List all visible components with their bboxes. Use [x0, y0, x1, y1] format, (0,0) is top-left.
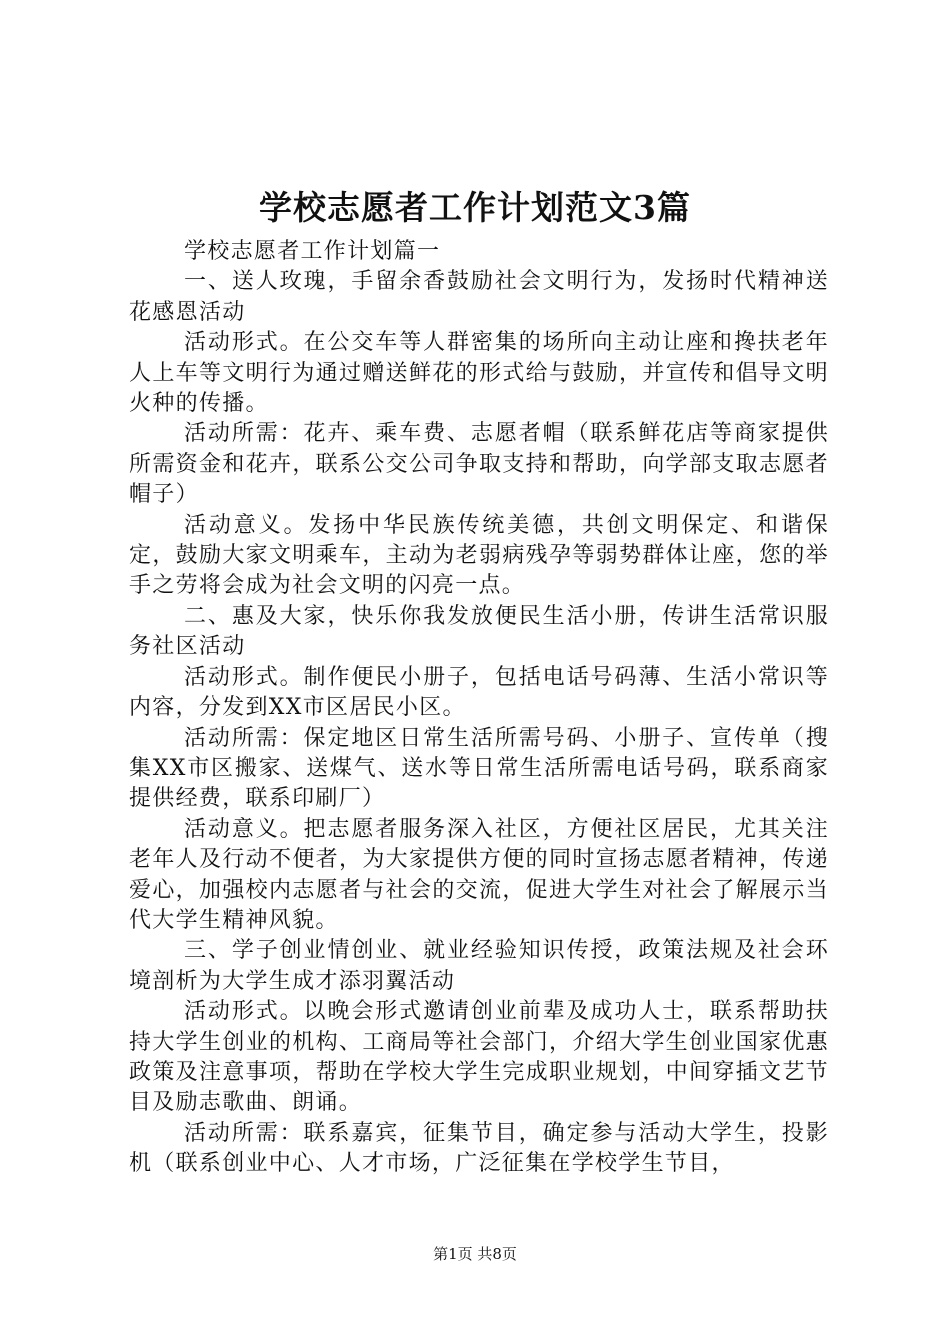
- paragraph-section-heading: 学校志愿者工作计划篇一: [184, 239, 441, 264]
- paragraph-item-1-heading: 一、送人玫瑰，手留余香鼓励社会文明行为，发扬时代精神送花感恩活动: [129, 269, 829, 325]
- paragraph-item-2-needs: 活动所需：保定地区日常生活所需号码、小册子、宣传单（搜集XX市区搬家、送煤气、送水等日常生活所需电话号码，联系商家提供经费，联系印刷厂）: [129, 725, 829, 812]
- paragraph-item-3-form: 活动形式。以晚会形式邀请创业前辈及成功人士，联系帮助扶持大学生创业的机构、工商局等社会部门，介绍大学生创业国家优惠政策及注意事项，帮助在学校大学生完成职业规划，中间穿插文艺节目及励志歌曲、朗诵。: [129, 999, 829, 1116]
- paragraph-item-3-heading: 三、学子创业情创业、就业经验知识传授，政策法规及社会环境剖析为大学生成才添羽翼活动: [129, 938, 829, 994]
- paragraph-item-2-heading: 二、惠及大家，快乐你我发放便民生活小册，传讲生活常识服务社区活动: [129, 603, 829, 660]
- document-title: 学校志愿者工作计划范文3篇: [259, 188, 691, 227]
- paragraph-item-1-form: 活动形式。在公交车等人群密集的场所向主动让座和搀扶老年人上车等文明行为通过赠送鲜花的形式给与鼓励，并宣传和倡导文明火种的传播。: [129, 330, 829, 417]
- paragraph-item-3-needs: 活动所需：联系嘉宾，征集节目，确定参与活动大学生，投影机（联系创业中心、人才市场，广泛征集在学校学生节目，: [129, 1120, 829, 1177]
- page-footer: 第1页 共8页: [433, 1245, 517, 1263]
- paragraph-item-1-meaning: 活动意义。发扬中华民族传统美德，共创文明保定、和谐保定，鼓励大家文明乘车，主动为老弱病残孕等弱势群体让座，您的举手之劳将会成为社会文明的闪亮一点。: [129, 512, 829, 599]
- paragraph-item-2-meaning: 活动意义。把志愿者服务深入社区，方便社区居民，尤其关注老年人及行动不便者，为大家提供方便的同时宣扬志愿者精神，传递爱心，加强校内志愿者与社会的交流，促进大学生对社会了解展示当代大学生精神风貌。: [129, 816, 829, 933]
- paragraph-item-2-form: 活动形式。制作便民小册子，包括电话号码薄、生活小常识等内容，分发到XX市区居民小区。: [129, 664, 829, 721]
- document-body: [129, 237, 829, 1180]
- paragraph-item-1-needs: 活动所需：花卉、乘车费、志愿者帽（联系鲜花店等商家提供所需资金和花卉，联系公交公司争取支持和帮助，向学部支取志愿者帽子）: [129, 421, 829, 508]
